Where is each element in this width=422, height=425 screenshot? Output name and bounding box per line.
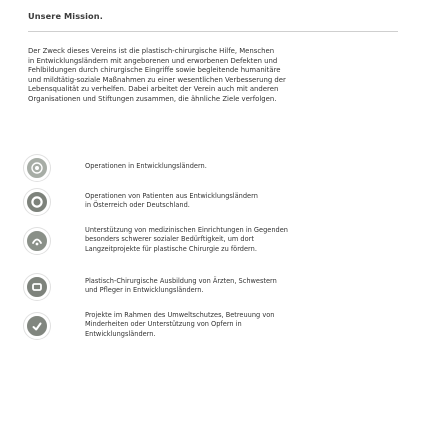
item-line: Unterstützung von medizinischen Einrichtungen in Gegenden (85, 226, 288, 234)
item-line: Minderheiten oder Unterstützung von Opfern in (85, 320, 242, 329)
item-line: besonders schwerer sozialer Bedürftigkeit, um dort (85, 235, 254, 244)
item-line: Plastisch-Chirurgische Ausbildung von Ärzten, Schwestern (85, 277, 277, 285)
item-line: Langzeitprojekte für plastische Chirurgie zu fördern. (85, 244, 257, 253)
item-line: Projekte im Rahmen des Umweltschutzes, Betreuung von (85, 311, 275, 319)
mission-item-text (85, 192, 405, 211)
mission-item-text (85, 277, 405, 296)
item-line: Entwicklungsländern. (85, 329, 156, 338)
environment-icon (24, 313, 50, 339)
title-divider (28, 31, 398, 32)
item-line: Operationen von Patienten aus Entwicklungsländern (85, 192, 258, 200)
mission-item-text (85, 311, 405, 339)
mission-item-text (85, 226, 405, 254)
mission-item-text (85, 162, 405, 171)
transport-icon (24, 189, 50, 215)
intro-line: Lebensqualität zu verhelfen. Dabei arbeitet der Verein auch mit anderen (28, 85, 279, 94)
item-line: und Pfleger in Entwicklungsländern. (85, 286, 204, 295)
item-line: in Österreich oder Deutschland. (85, 201, 190, 210)
intro-line: Der Zweck dieses Vereins ist die plastisch-chirurgische Hilfe, Menschen (28, 47, 275, 55)
intro-line: und mildtätig-soziale Maßnahmen zu einer wesentlichen Verbesserung der (28, 75, 286, 84)
mission-intro (28, 47, 398, 105)
page-title: Unsere Mission. (28, 11, 103, 21)
hospital-icon (24, 228, 50, 254)
intro-line: Organisationen und Stiftungen zusammen, die ähnliche Ziele verfolgen. (28, 94, 277, 103)
intro-line: in Entwicklungsländern mit angeborenen und erworbenen Defekten und (28, 56, 278, 65)
item-line: Operationen in Entwicklungsländern. (85, 162, 207, 170)
surgery-icon (24, 155, 50, 181)
education-icon (24, 274, 50, 300)
intro-line: Fehlbildungen durch chirurgische Eingriffe sowie begleitende humanitäre (28, 66, 281, 75)
